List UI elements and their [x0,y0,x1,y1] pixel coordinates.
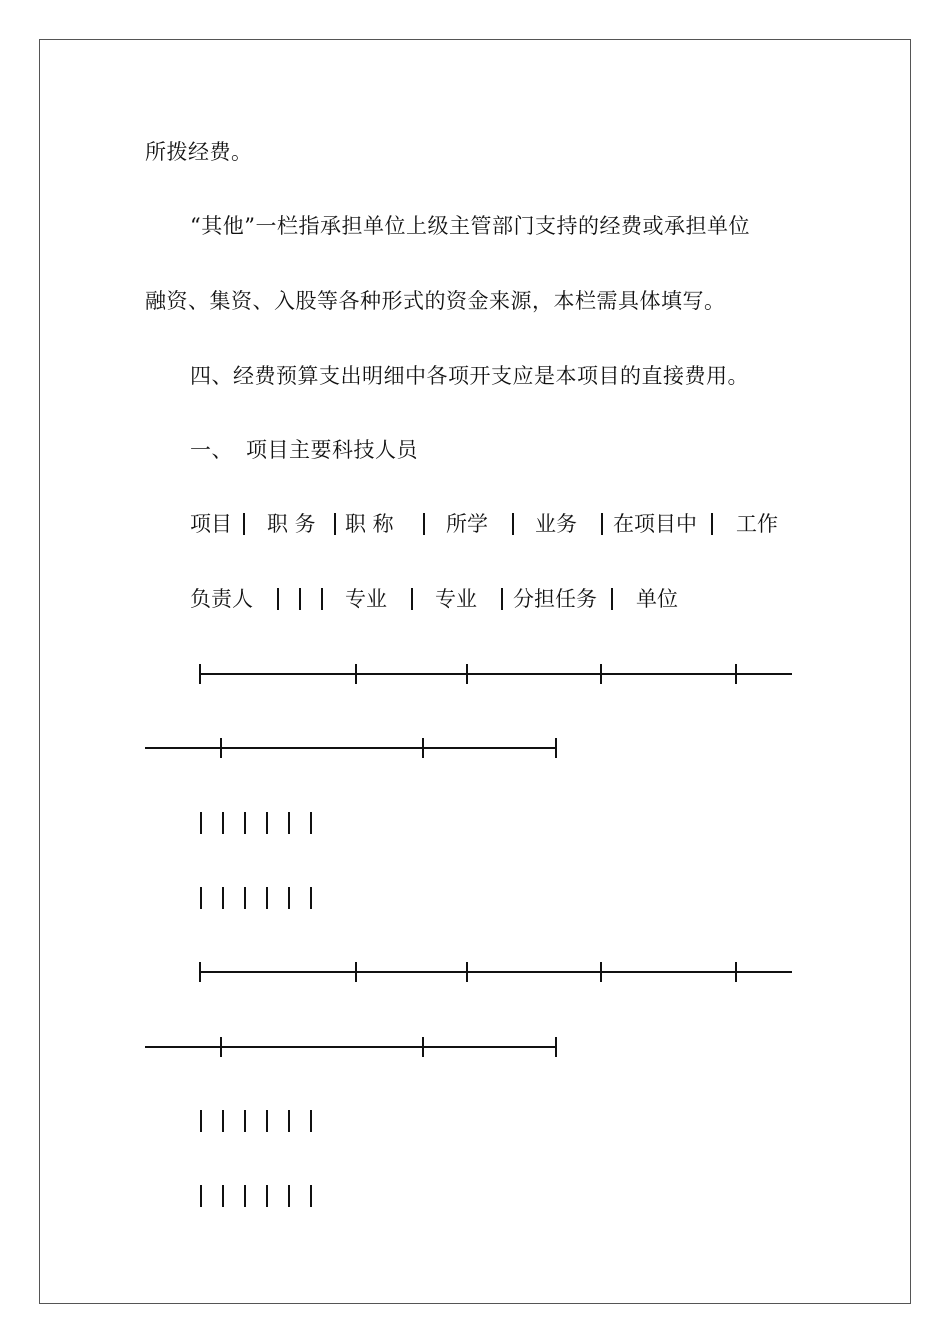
table-divider [299,588,301,610]
table-divider [243,513,245,535]
table-rule [145,747,557,749]
table-divider [222,1110,224,1132]
header-cell: 分担任务 [513,587,597,611]
header-cell: 项目 [190,512,232,536]
table-divider [310,812,312,834]
paragraph-text: “其他”一栏指承担单位上级主管部门支持的经费或承担单位 [190,214,750,238]
paragraph-text: 四、经费预算支出明细中各项开支应是本项目的直接费用。 [190,364,749,388]
table-divider [277,588,279,610]
table-divider [266,887,268,909]
table-divider [266,812,268,834]
table-rule-tick [555,738,557,758]
table-divider [200,1185,202,1207]
table-header-row [0,587,950,611]
header-cell: 在项目中 [613,512,697,536]
header-cell: 业务 [535,512,577,536]
table-divider [222,812,224,834]
header-cell: 工作 [736,512,778,536]
table-divider [423,513,425,535]
table-rule [200,673,792,675]
header-cell: 专业 [345,587,387,611]
table-rule-tick [355,664,357,684]
paragraph-text: 所拨经费。 [145,140,253,164]
table-rule-tick [735,664,737,684]
table-divider [321,588,323,610]
table-divider [288,812,290,834]
table-divider [200,887,202,909]
header-cell: 负责人 [190,587,253,611]
table-rule-tick [422,738,424,758]
table-divider [222,1185,224,1207]
table-divider [200,812,202,834]
table-rule [200,971,792,973]
table-rule-tick [199,664,201,684]
table-divider [411,588,413,610]
table-divider [310,1110,312,1132]
table-divider [244,1110,246,1132]
table-rule-tick [199,962,201,982]
table-rule-tick [220,1037,222,1057]
table-divider [200,1110,202,1132]
table-divider [601,513,603,535]
table-header-row [0,512,950,536]
section-title: 项目主要科技人员 [246,438,418,462]
table-divider [334,513,336,535]
header-cell: 职 称 [345,512,394,536]
table-empty-row [0,886,950,910]
table-divider [288,887,290,909]
table-rule [145,1046,557,1048]
table-divider [288,1185,290,1207]
table-empty-row [0,1184,950,1208]
table-divider [512,513,514,535]
table-divider [288,1110,290,1132]
table-divider [244,1185,246,1207]
section-number: 一、 [190,438,233,462]
table-rule-tick [466,664,468,684]
table-divider [222,887,224,909]
table-rule-tick [600,664,602,684]
table-rule-tick [555,1037,557,1057]
paragraph-text: 融资、集资、入股等各种形式的资金来源，本栏需具体填写。 [145,289,726,313]
table-divider [310,1185,312,1207]
header-cell: 所学 [446,512,488,536]
table-divider [611,588,613,610]
table-divider [310,887,312,909]
header-cell: 职 务 [267,512,316,536]
header-cell: 专业 [435,587,477,611]
table-divider [501,588,503,610]
table-divider [711,513,713,535]
table-rule-tick [600,962,602,982]
table-rule-tick [220,738,222,758]
table-rule-tick [466,962,468,982]
table-divider [244,812,246,834]
table-rule-tick [422,1037,424,1057]
table-empty-row [0,811,950,835]
table-divider [266,1185,268,1207]
table-rule-tick [735,962,737,982]
table-divider [244,887,246,909]
table-divider [266,1110,268,1132]
header-cell: 单位 [636,587,678,611]
table-empty-row [0,1109,950,1133]
table-rule-tick [355,962,357,982]
